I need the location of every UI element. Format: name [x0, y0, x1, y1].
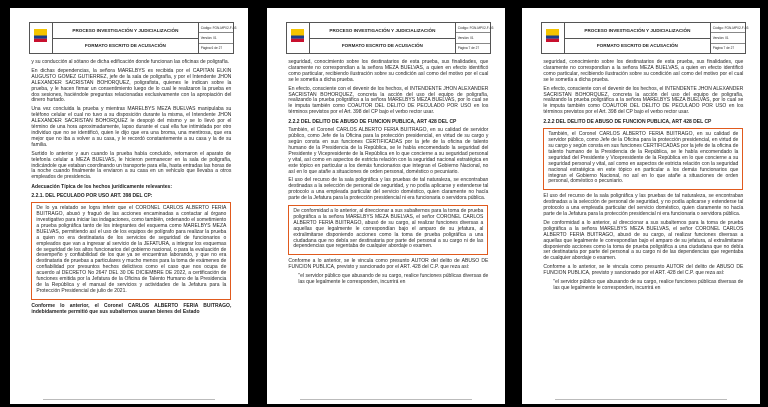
- paragraph: También, el Coronel CARLOS ALBERTO FERIA BUITRAGO, en su calidad de servidor público, como Jefe de la Oficina para la protección presidencial, en virtud de su cargo y según consta en sus funciones CERTIFICADAS por la jefe de la oficina de talento humano de la Presidencia de la República, se le había encomendado la seguridad del Presidente y Vicepresidente de la República en lo que concierne a su seguridad personal y vital, así como en aspectos de estricta relación con la seguridad nacional estratégica en este tópico en particular a los demás funcionarios que integran el Gobierno Nacional, no así en lo que atañe a situaciones de orden personal, doméstico o pecuniario.: [288, 127, 489, 175]
- highlighted-paragraph: De lo ya relatado se logra inferir que el CORONEL CARLOS ALBERTO FERIA BUITRAGO, abusó y fraguó de las acciones encaminadas a contactar al órgano investigativo para iniciar las indagaciones, como también, ordenando el sometimiento a prueba poligráfica tanto de los integrantes del esquema como MARELBYS MEZA BUELVAS, permitiendo así el uso de los equipos de polígrafo para realizar la prueba a quien no era destinataria de los servicios de seguridad de funcionarios o empleados que van a ingresar al servicio de la JEFATURA, a integrar los esquemas de seguridad de los altos funcionarios del gobierno nacional, o para la evaluación de desempeño y confiabilidad de los que ya se encuentran laborando, y que no era destinataria de pruebas a particulares y mucho menos para la toma de exámenes de confiabilidad por presuntos hechos delictivos como el caso que nos ocupa de acuerdo al DECRETO No 2647 DEL 30 DE DICIEMBRE DE 2022, a certificación de funciones emitida por la Jefatura de la Oficina de Talento Humano de la Presidencia de la República y el manual de servicios y actividades de la Jefatura para la Protección Presidencial de julio de 2021.: [36, 205, 227, 294]
- paragraph: Conforme a lo anterior, se le vincula como presunto AUTOR del delito de ABUSO DE FUNCION PUBLICA, previsto y sancionado por el ART. 428 del C.P. que reza así:: [288, 258, 489, 271]
- paragraph: En efecto, consciente con el devenir de los hechos, el INTENDENTE JHON ALEXANDER SACRISTAN BOHORQUEZ, concreta la acción del uso del equipo de poligrafía, realizando la prueba poligráfica a la señora MARELBYS MEZA BUELVAS, por lo cual se le imputa también como COAUTOR DEL DELITO DE PECULADO POR USO en los términos previstos por el Art. 398 del CP bajo el verbo rector usar.: [543, 85, 744, 116]
- header-page: Página 7 de 27: [457, 46, 480, 51]
- header-page: Página 6 de 27: [200, 46, 223, 51]
- header-code: Código: FGN-MP02-F-03: [711, 23, 745, 33]
- header-version: Versión: 01: [199, 33, 233, 43]
- header-title: FORMATO ESCRITO DE ACUSACIÓN: [84, 43, 166, 49]
- colombia-seal-icon: [30, 23, 53, 53]
- paragraph: Conforme a lo anterior, se le vincula como presunto AUTOR del delito de ABUSO DE FUNCION PUBLICA, previsto y sancionado por el ART. 428 del C.P. que reza así:: [543, 264, 744, 277]
- highlighted-passage: [543, 128, 743, 190]
- header-title: FORMATO ESCRITO DE ACUSACIÓN: [341, 43, 423, 49]
- document-page-3: [522, 8, 760, 404]
- header-code: Código: FGN-MP02-F-03: [456, 23, 490, 33]
- page-header: [541, 22, 749, 54]
- highlighted-paragraph: También, el Coronel CARLOS ALBERTO FERIA BUITRAGO, en su calidad de servidor público, como Jefe de la Oficina para la protección presidencial, en virtud de su cargo y según consta en sus funciones CERTIFICADAS por la jefe de la oficina de talento humano de la Presidencia de la República, se le había encomendado la seguridad del Presidente y Vicepresidente de la República en lo que concierne a su seguridad personal y vital, así como en aspectos de estricta relación con la seguridad nacional estratégica en este tópico en particular a los demás funcionarios que integran el Gobierno Nacional, no así en lo que atañe a situaciones de orden personal, doméstico o pecuniario.: [548, 131, 739, 185]
- paragraph: El uso del recurso de la sala poligráfica y las pruebas de tal naturaleza, se encontraban destinadas a la selección de personal de seguridad, y no podía aplicarse y extenderse tal protocolo a una empleada particular del servicio doméstico, quien claramente no hacía parte de la Jefatura para la protección presidencial ni era funcionaria o servidora pública.: [288, 177, 489, 202]
- footer-rule: [43, 399, 214, 400]
- page-header: [286, 22, 494, 54]
- paragraph: Una vez concluida la prueba y mientras MARELBYS MEZA BUELVAS manipulaba su teléfono celular el cual no tuvo a su disposición durante la misma, el Intendente JHON ALEXANDER SACRISTAN BOHORQUEZ le despojó del mismo y se lo llevó por el término de una hora aproximadamente, lapso durante el cual ella fue intimidada por otro individuo que no se identificó, quien le dijo que era una broma, una mentirosa, que era mejor que no iba a volver a su casa, y le recordó constantemente a su casa y la de su familia.: [31, 106, 232, 148]
- header-version: Versión: 01: [456, 33, 490, 43]
- section-heading: Adecuación Típica de los hechos jurídicamente relevantes:: [31, 184, 173, 191]
- paragraph: En efecto, consciente con el devenir de los hechos, el INTENDENTE JHON ALEXANDER SACRISTAN BOHORQUEZ, concreta la acción del uso del equipo de poligrafía, realizando la prueba poligráfica a la señora MARELBYS MEZA BUELVAS, por lo cual se le imputa también como COAUTOR DEL DELITO DE PECULADO POR USO en los términos previstos por el Art. 398 del CP bajo el verbo rector usar.: [288, 85, 489, 116]
- paragraph: Surtido lo anterior y aun cuando la prueba había concluido, retornaron el aparato de telefonía celular a MEZA BUELVAS, le hicieron permanecer en la sala de poligrafía, indicándole que estaban coordinando un transporte para ella, hasta entradas las horas de la noche cuando finalmente la enviaron a su casa en un vehículo que llevaba a otros empleados de presidencia.: [31, 150, 232, 181]
- paragraph: y su conducción al sótano de dicha edificación donde funcionan las oficinas de poligrafía.: [31, 59, 230, 65]
- paragraph: De conformidad a lo anterior, al direccionar a sus subalternos para la toma de prueba poligráfica a la señora MARELBYS MEZA BUELVAS, el señor CORONEL CARLOS ALBERTO FERIA BUITRAGO, abusó de su cargo, al realizar funciones diversas a aquellas que legalmente le correspondían bajo el amparo de su jefatura, al extralimitarse disponiendo acciones como la toma de prueba poligráfica a una ciudadana que no debía ser destinataria por parte del personal a su cargo ni de las dependencias que regentaba de cualquier abordaje o examen.: [543, 219, 744, 262]
- paragraph: El uso del recurso de la sala poligráfica y las pruebas de tal naturaleza, se encontraban destinadas a la selección de personal de seguridad, y no podía aplicarse y extenderse tal protocolo a una empleada particular del servicio doméstico, quien claramente no hacía parte de la Jefatura para la protección presidencial ni era funcionaria o servidora pública.: [543, 193, 744, 218]
- colombia-seal-icon: [542, 23, 565, 53]
- paragraph: En dichas dependencias, la señora MARELBYS es recibida por el CAPITAN ELKIN AUGUSTO GOMEZ GUTIERREZ, jefe de la sala de poligrafía, y por el Intendente JHON ALEXANDER SACRISTAN BOHORQUEZ, poligrafista, quienes le indican sobre la prueba, y le hacen firmar un consentimiento luego de lo cual le realizaron la prueba en dos sesiones, haciéndole preguntas relacionadas exclusivamente con la apropiación del dinero hurtado.: [31, 67, 232, 104]
- paragraph: Conforme lo anterior, el Coronel CARLOS ALBERTO FERIA BUITRAGO, indebidamente permitió que sus subalternos usaran bienes del Estado: [31, 302, 232, 315]
- header-dept: PROCESO INVESTIGACIÓN Y JUDICIALIZACIÓN: [565, 23, 710, 39]
- header-dept: PROCESO INVESTIGACIÓN Y JUDICIALIZACIÓN: [53, 23, 198, 39]
- section-heading: 2.2.2 DEL DELITO DE ABUSO DE FUNCION PUBLICA, ART 428 DEL CP: [543, 119, 712, 126]
- paragraph: seguridad, conocimiento sobre los destinatarios de esta prueba, sus finalidades, que claramente no correspondían a la señora MEZA BUELVAS, a quien en efecto identificó como particular, recibiendo ilustración sobre su condición así como del motivo por el cual se le sometía a dicha prueba.: [288, 59, 489, 83]
- section-heading: 2.2.2 DEL DELITO DE ABUSO DE FUNCION PUBLICA, ART 428 DEL CP: [288, 119, 457, 126]
- header-page: Página 7 de 27: [712, 46, 735, 51]
- section-heading: 2.2.1. DEL PECULADO POR USO ART. 398 DEL CP:: [31, 193, 153, 200]
- colombia-seal-icon: [287, 23, 310, 53]
- highlighted-passage: [288, 205, 488, 255]
- footer-rule: [300, 399, 471, 400]
- quote-paragraph: "el servidor público que abusando de su cargo, realice funciones públicas diversas de las que legalmente le corresponden, incurrirá en: [298, 273, 489, 286]
- quote-paragraph: "el servidor público que abusando de su cargo, realice funciones públicas diversas de las que legalmente le corresponden, incurrirá en: [553, 279, 744, 291]
- highlighted-passage: [31, 202, 231, 300]
- header-dept: PROCESO INVESTIGACIÓN Y JUDICIALIZACIÓN: [310, 23, 455, 39]
- paragraph: seguridad, conocimiento sobre los destinatarios de esta prueba, sus finalidades, que claramente no correspondían a la señora MEZA BUELVAS, a quien en efecto identificó como particular, recibiendo ilustración sobre su condición así como del motivo por el cual se le sometía a dicha prueba.: [543, 59, 744, 83]
- header-version: Versión: 01: [711, 33, 745, 43]
- header-code: Código: FGN-MP02-F-03: [199, 23, 233, 33]
- highlighted-paragraph: De conformidad a lo anterior, al direccionar a sus subalternos para la toma de prueba poligráfica a la señora MARELBYS MEZA BUELVAS, el señor CORONEL CARLOS ALBERTO FERIA BUITRAGO, abusó de su cargo, al realizar funciones diversas a aquellas que legalmente le correspondían bajo el amparo de su jefatura, al extralimitarse disponiendo acciones como la toma de prueba poligráfica a una ciudadana que no debía ser destinataria por parte del personal a su cargo ni de las dependencias que regentaba de cualquier abordaje o examen.: [293, 208, 484, 250]
- document-page-2: [267, 8, 505, 404]
- footer-rule: [555, 399, 726, 400]
- document-page-1: [10, 8, 248, 404]
- header-title: FORMATO ESCRITO DE ACUSACIÓN: [596, 43, 678, 49]
- page-header: [29, 22, 237, 54]
